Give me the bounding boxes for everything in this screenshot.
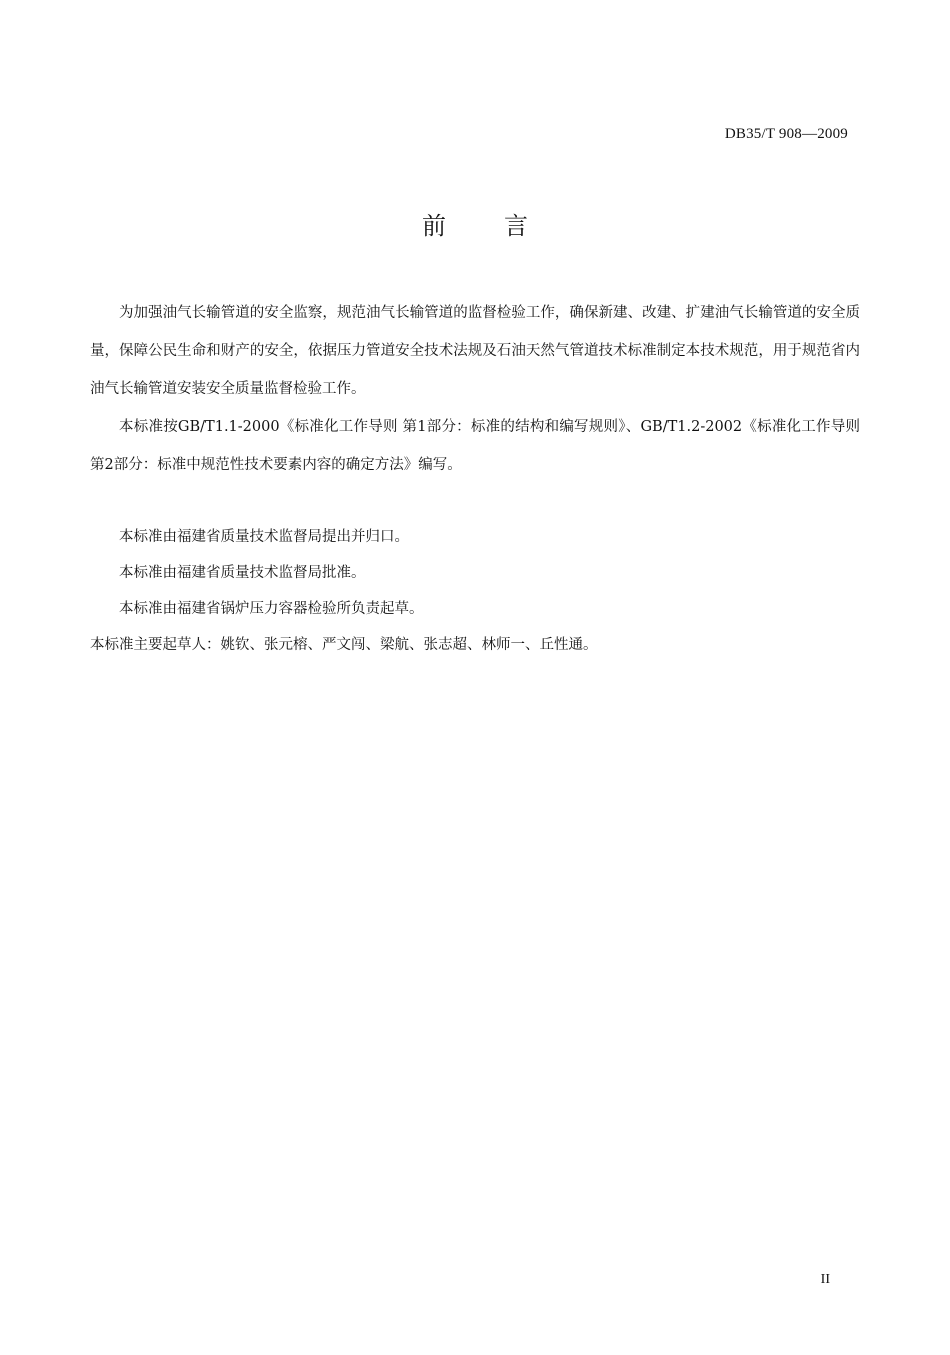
page-number: II bbox=[820, 1272, 830, 1287]
statement-drafted: 本标准由福建省锅炉压力容器检验所负责起草。 bbox=[119, 601, 424, 617]
paragraph-purpose: 为加强油气长输管道的安全监察，规范油气长输管道的监督检验工作，确保新建、改建、扩建油气长输管道的安全质量，保障公民生命和财产的安全，依据压力管道安全技术法规及石油天然气管道技术标准制定本技术规范，用于规范省内油气长输管道安装安全质量监督检验工作。 bbox=[90, 305, 860, 397]
doc-code: DB35/T 908—2009 bbox=[724, 126, 848, 142]
statement-approved: 本标准由福建省质量技术监督局批准。 bbox=[119, 565, 366, 581]
foreword-body bbox=[90, 294, 860, 484]
paragraph-drafting-rules: 本标准按GB/T1.1-2000《标准化工作导则 第1部分：标准的结构和编写规则》、GB/T1.2-2002《标准化工作导则 第2部分：标准中规范性技术要素内容的确定方法》编写。 bbox=[90, 419, 860, 473]
statement-proposed: 本标准由福建省质量技术监督局提出并归口。 bbox=[119, 529, 409, 545]
page-title: 前言 bbox=[422, 212, 586, 240]
statement-drafters: 本标准主要起草人：姚钦、张元榕、严文闯、梁航、张志超、林师一、丘性通。 bbox=[90, 637, 598, 653]
foreword-statements bbox=[90, 519, 860, 663]
